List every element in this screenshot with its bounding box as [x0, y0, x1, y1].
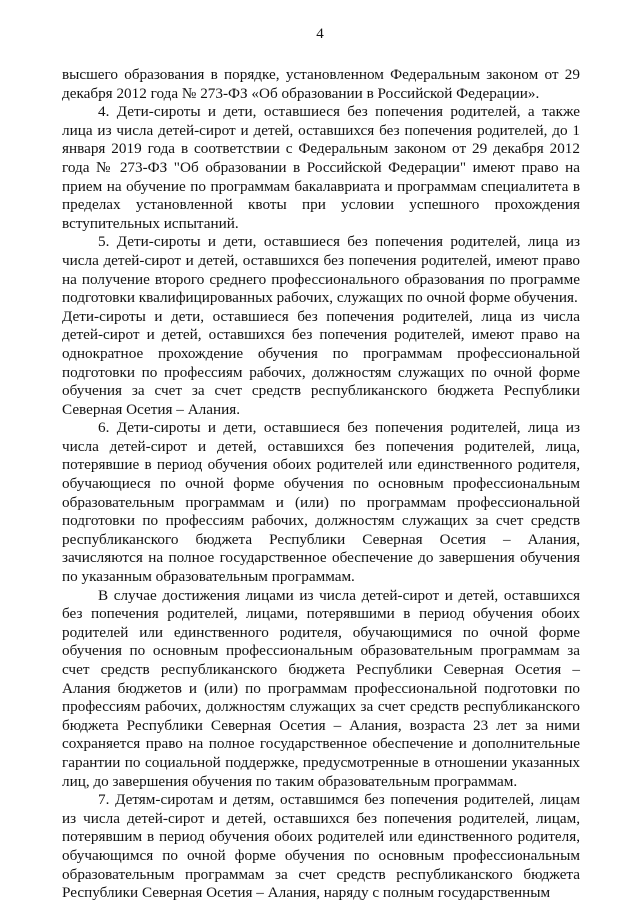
page-number: 4: [316, 26, 324, 42]
paragraph-item-6: 6. Дети-сироты и дети, оставшиеся без попечения родителей, лица из числа детей-сирот и детей, оставшихся без попечения родителей, лица, потерявшие в период обучения обоих родителей или единственного родителя, обучающиеся по очной форме обучения по основным профессиональным образовательным программам и (или) по программам профессиональной подготовки по профессиям рабочих, должностям служащих за счет средств республиканского бюджета Республики Северная Осетия – Алания, зачисляются на полное государственное обеспечение до завершения обучения по указанным образовательным программам.: [62, 419, 580, 586]
document-body: [62, 66, 580, 903]
paragraph-item-4: 4. Дети-сироты и дети, оставшиеся без попечения родителей, а также лица из числа детей-сирот и детей, оставшихся без попечения родителей, до 1 января 2019 года в соответствии с Федеральным законом от 29 декабря 2012 года № 273-ФЗ "Об образовании в Российской Федерации" имеют право на прием на обучение по программам бакалавриата и программам специалитета в пределах установленной квоты при условии успешного прохождения вступительных испытаний.: [62, 103, 580, 232]
paragraph-continuation: высшего образования в порядке, установленном Федеральным законом от 29 декабря 2012 года № 273-ФЗ «Об образовании в Российской Федерации».: [62, 66, 580, 102]
paragraph-item-5: 5. Дети-сироты и дети, оставшиеся без попечения родителей, лица из числа детей-сирот и детей, оставшихся без попечения родителей, имеют право на получение второго среднего профессионального образования по программе подготовки квалифицированных рабочих, служащих по очной форме обучения.: [62, 233, 580, 307]
paragraph-item-7: 7. Детям-сиротам и детям, оставшимся без попечения родителей, лицам из числа детей-сирот и детей, оставшихся без попечения родителей, лицам, потерявшим в период обучения обоих родителей или единственного родителя, обучающимся по очной форме обучения по основным профессиональным образовательным программам за счет средств республиканского бюджета Республики Северная Осетия – Алания, наряду с полным государственным: [62, 791, 580, 902]
paragraph-item-6-continued: В случае достижения лицами из числа детей-сирот и детей, оставшихся без попечения родителей, лицами, потерявшими в период обучения обоих родителей или единственного родителя, обучающимися по очной форме обучения по основным профессиональным образовательным программам за счет средств республиканского бюджета Республики Северная Осетия – Алания бюджетов и (или) по программам профессиональной подготовки по профессиям рабочих, должностям служащих за счет средств республиканского бюджета Республики Северная Осетия – Алания, возраста 23 лет за ними сохраняется право на полное государственное обеспечение и дополнительные гарантии по социальной поддержке, предусмотренные в отношении указанных лиц, до завершения обучения по таким образовательным программам.: [62, 586, 580, 790]
paragraph-item-5-continued: Дети-сироты и дети, оставшиеся без попечения родителей, лица из числа детей-сирот и детей, оставшихся без попечения родителей, имеют право на однократное прохождение обучения по программам профессиональной подготовки по профессиям рабочих, должностям служащих по очной форме обучения за счет за счет средств республиканского бюджета Республики Северная Осетия – Алания.: [62, 307, 580, 418]
